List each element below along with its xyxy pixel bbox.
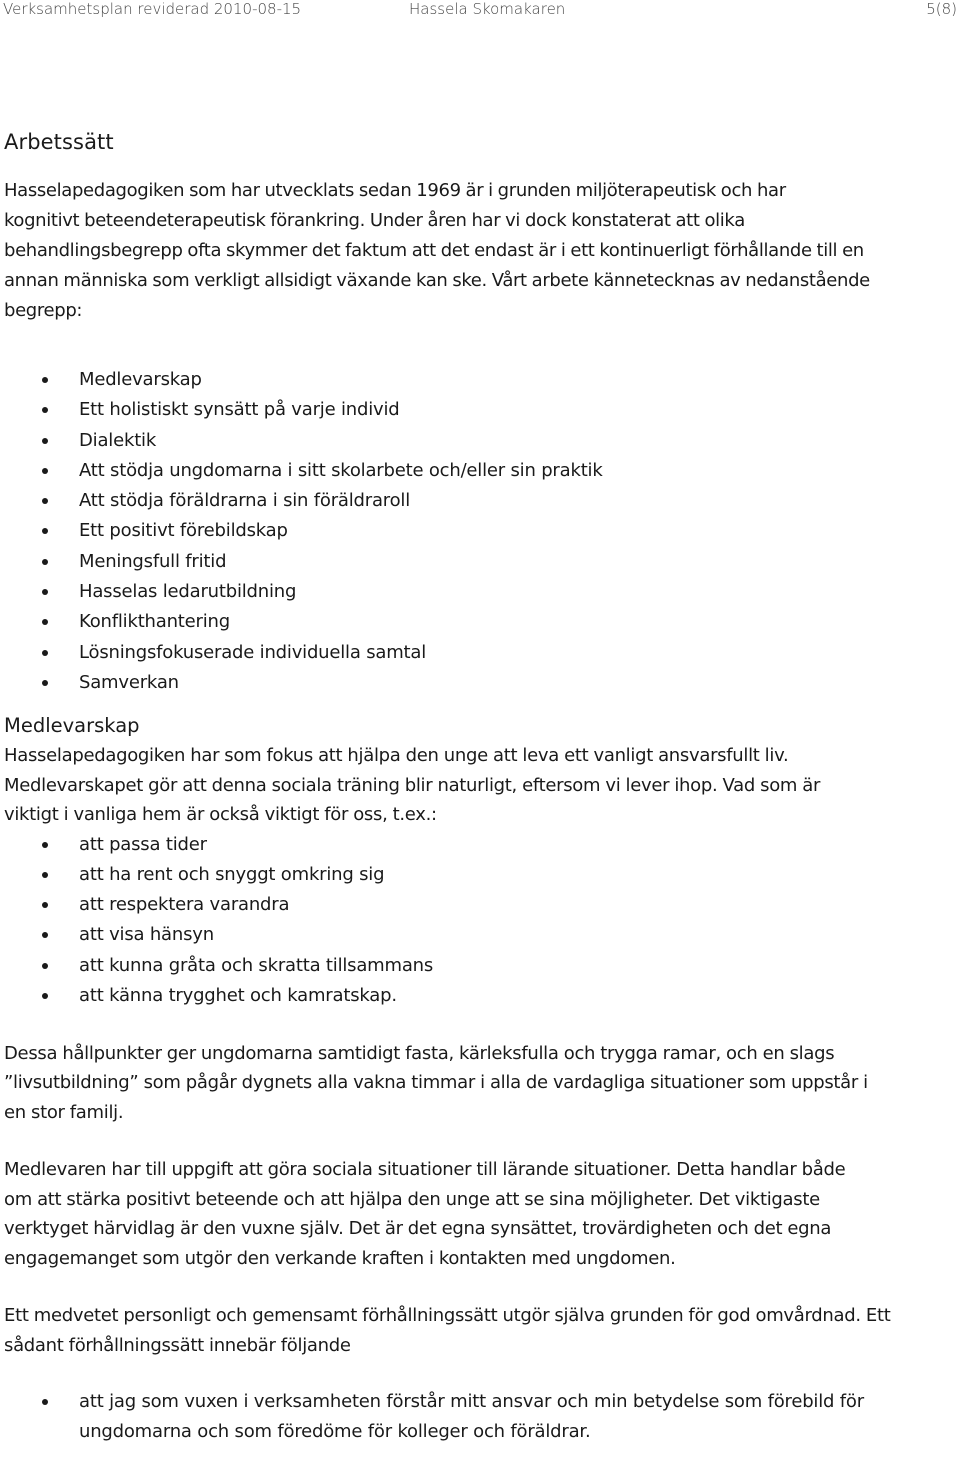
bullet-icon: [42, 650, 48, 656]
list-item: [4, 830, 956, 860]
list-item-text: Hasselas ledarutbildning: [79, 581, 297, 603]
text-line: viktigt i vanliga hem är också viktigt för oss, t.ex.:: [4, 804, 437, 826]
list-item: [4, 638, 956, 668]
bullet-icon: [42, 377, 48, 383]
text-line: ”livsutbildning” som pågår dygnets alla vakna timmar i alla de vardagliga situationer som uppstår i: [4, 1072, 868, 1094]
text-line: Ett medvetet personligt och gemensamt förhållningssätt utgör själva grunden för god omvårdnad. Ett: [4, 1305, 891, 1327]
list-item-text: att jag som vuxen i verksamheten förstår mitt ansvar och min betydelse som förebild för: [79, 1391, 864, 1413]
list-item: [4, 981, 956, 1011]
list-item-text: Lösningsfokuserade individuella samtal: [79, 641, 427, 663]
list-item-text: Ett positivt förebildskap: [79, 520, 288, 542]
text-line: engagemanget som utgör den verkande kraften i kontakten med ungdomen.: [4, 1247, 676, 1269]
bullet-icon: [42, 619, 48, 625]
list-item: [4, 920, 956, 950]
text-line: behandlingsbegrepp ofta skymmer det faktum att det endast är i ett kontinuerligt förhållande till en: [4, 240, 864, 261]
text-line: sådant förhållningssätt innebär följande: [4, 1334, 351, 1356]
bullet-icon: [42, 589, 48, 595]
section-heading-arbetssatt: Arbetssätt: [4, 130, 114, 154]
header-document-title: Verksamhetsplan reviderad 2010-08-15: [3, 0, 302, 18]
list-item-text: Dialektik: [79, 429, 157, 451]
list-item-text: ungdomarna och som föredöme för kolleger och föräldrar.: [79, 1420, 591, 1442]
bullet-icon: [42, 872, 48, 878]
medlevarskap-intro-paragraph: [4, 741, 956, 830]
list-item: [4, 486, 956, 516]
list-item: [4, 1387, 956, 1446]
section-heading-medlevarskap: Medlevarskap: [4, 714, 140, 738]
list-item: [4, 668, 956, 698]
bullet-icon: [42, 498, 48, 504]
medlevaren-paragraph: [4, 1155, 956, 1273]
header-organization: Hassela Skomakaren: [409, 0, 566, 18]
bullet-icon: [42, 468, 48, 474]
list-item-text: att visa hänsyn: [79, 924, 214, 946]
list-item: [4, 365, 956, 395]
list-item-text: Medlevarskap: [79, 369, 202, 390]
list-item: [4, 516, 956, 546]
text-line: en stor familj.: [4, 1101, 124, 1123]
bullet-icon: [42, 407, 48, 413]
examples-list: [4, 830, 956, 1011]
text-line: kognitivt beteendeterapeutisk förankring. Under åren har vi dock konstaterat att olika: [4, 210, 745, 231]
document-body: [4, 130, 956, 1446]
list-item: [4, 890, 956, 920]
concept-list: [4, 365, 956, 698]
forhallningssatt-paragraph: [4, 1301, 956, 1360]
text-line: Hasselapedagogiken som har utvecklats sedan 1969 är i grunden miljöterapeutisk och har: [4, 180, 786, 201]
list-item-text: att ha rent och snyggt omkring sig: [79, 863, 385, 885]
text-line: om att stärka positivt beteende och att hjälpa den unge att se sina möjligheter. Det viktigaste: [4, 1188, 820, 1210]
bullet-icon: [42, 993, 48, 999]
bullet-icon: [42, 528, 48, 534]
list-item: [4, 577, 956, 607]
bullet-icon: [42, 842, 48, 848]
list-item-text: att passa tider: [79, 833, 207, 855]
bullet-icon: [42, 902, 48, 908]
livsutbildning-paragraph: [4, 1039, 956, 1128]
bullet-icon: [42, 963, 48, 969]
list-item: [4, 395, 956, 425]
bullet-icon: [42, 680, 48, 686]
bullet-icon: [42, 932, 48, 938]
page-header: [0, 0, 960, 24]
text-line: Dessa hållpunkter ger ungdomarna samtidigt fasta, kärleksfulla och trygga ramar, och en slags: [4, 1042, 835, 1064]
text-line: begrepp:: [4, 300, 83, 321]
list-item: [4, 860, 956, 890]
list-item-text: Meningsfull fritid: [79, 550, 227, 572]
text-line: Medlevarskapet gör att denna sociala träning blir naturligt, eftersom vi lever ihop. Vad som är: [4, 774, 821, 796]
header-page-number: 5(8): [926, 0, 957, 18]
bullet-icon: [42, 559, 48, 565]
list-item-text: Ett holistiskt synsätt på varje individ: [79, 399, 400, 421]
list-item-text: att kunna gråta och skratta tillsammans: [79, 954, 434, 976]
list-item: [4, 951, 956, 981]
text-line: Medlevaren har till uppgift att göra sociala situationer till lärande situationer. Detta handlar både: [4, 1159, 846, 1181]
bullet-icon: [42, 1399, 48, 1405]
list-item: [4, 426, 956, 456]
text-line: annan människa som verkligt allsidigt växande kan ske. Vårt arbete kännetecknas av nedanstående: [4, 270, 870, 291]
list-item-text: att respektera varandra: [79, 894, 290, 916]
text-line: verktyget härvidlag är den vuxne själv. Det är det egna synsättet, trovärdigheten och det egna: [4, 1218, 832, 1240]
list-item-text: Att stödja föräldrarna i sin föräldraroll: [79, 490, 411, 512]
list-item-text: Konflikthantering: [79, 611, 230, 633]
list-item-text: Samverkan: [79, 671, 179, 693]
forhallningssatt-list: [4, 1387, 956, 1446]
intro-paragraph: [4, 176, 956, 326]
bullet-icon: [42, 438, 48, 444]
list-item: [4, 547, 956, 577]
text-line: Hasselapedagogiken har som fokus att hjälpa den unge att leva ett vanligt ansvarsfullt liv.: [4, 745, 789, 767]
list-item-text: Att stödja ungdomarna i sitt skolarbete och/eller sin praktik: [79, 459, 603, 481]
list-item-text: att känna trygghet och kamratskap.: [79, 984, 397, 1006]
list-item: [4, 607, 956, 637]
list-item: [4, 456, 956, 486]
